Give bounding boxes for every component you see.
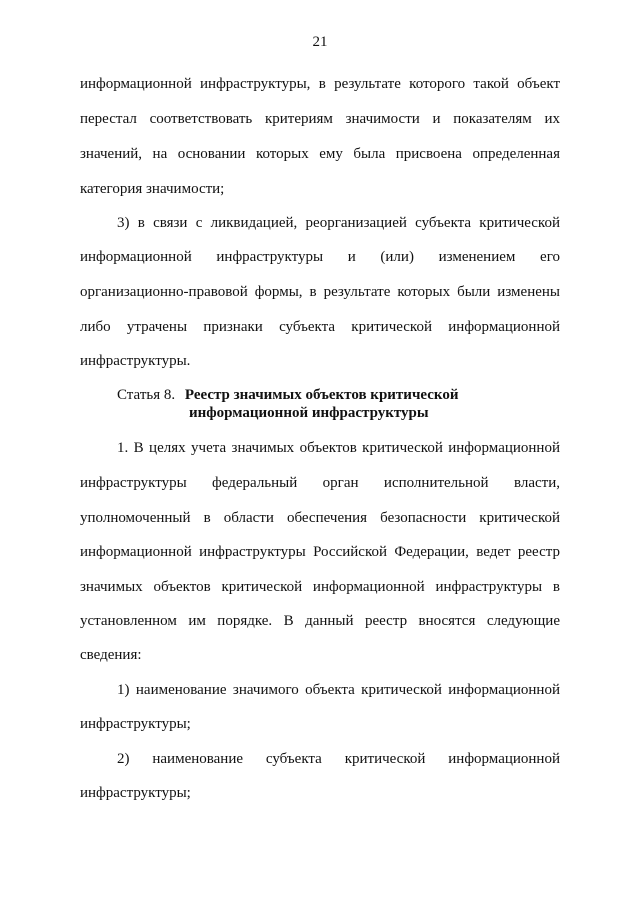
text-line: инфраструктуры; — [80, 785, 191, 801]
text-line: категория значимости; — [80, 181, 225, 197]
text-line: инфраструктуры; — [80, 716, 191, 732]
text-line: 3) в связи с ликвидацией, реорганизацией субъекта критической — [117, 215, 560, 231]
text-line: 1. В целях учета значимых объектов критической информационной — [117, 440, 560, 456]
text-line: инфраструктуры федеральный орган исполнительной власти, — [80, 475, 560, 491]
text-line: инфраструктуры. — [80, 353, 191, 369]
text-line: информационной инфраструктуры Российской Федерации, ведет реестр — [80, 544, 560, 560]
text-line: перестал соответствовать критериям значимости и показателям их — [80, 111, 560, 127]
article-title-line2-wrap — [189, 404, 429, 422]
text-line: значимых объектов критической информационной инфраструктуры в — [80, 579, 560, 595]
text-line: уполномоченный в области обеспечения безопасности критической — [80, 510, 560, 526]
article-title-line2: информационной инфраструктуры — [189, 405, 429, 421]
text-line: сведения: — [80, 647, 142, 663]
text-line: информационной инфраструктуры и (или) изменением его — [80, 249, 560, 265]
text-line: 2) наименование субъекта критической информационной — [117, 751, 560, 767]
text-line: 1) наименование значимого объекта критической информационной — [117, 682, 560, 698]
page-number: 21 — [312, 34, 328, 50]
text-line: организационно-правовой формы, в результате которых были изменены — [80, 284, 560, 300]
article-title-line1: Реестр значимых объектов критической — [184, 387, 459, 403]
text-line: либо утрачены признаки субъекта критической информационной — [80, 319, 560, 335]
article-heading — [117, 386, 459, 404]
text-line: значений, на основании которых ему была присвоена определенная — [80, 146, 560, 162]
article-number: Статья 8. — [117, 387, 176, 403]
text-line: информационной инфраструктуры, в результате которого такой объект — [80, 76, 560, 92]
text-line: установленном им порядке. В данный реестр вносятся следующие — [80, 613, 560, 629]
